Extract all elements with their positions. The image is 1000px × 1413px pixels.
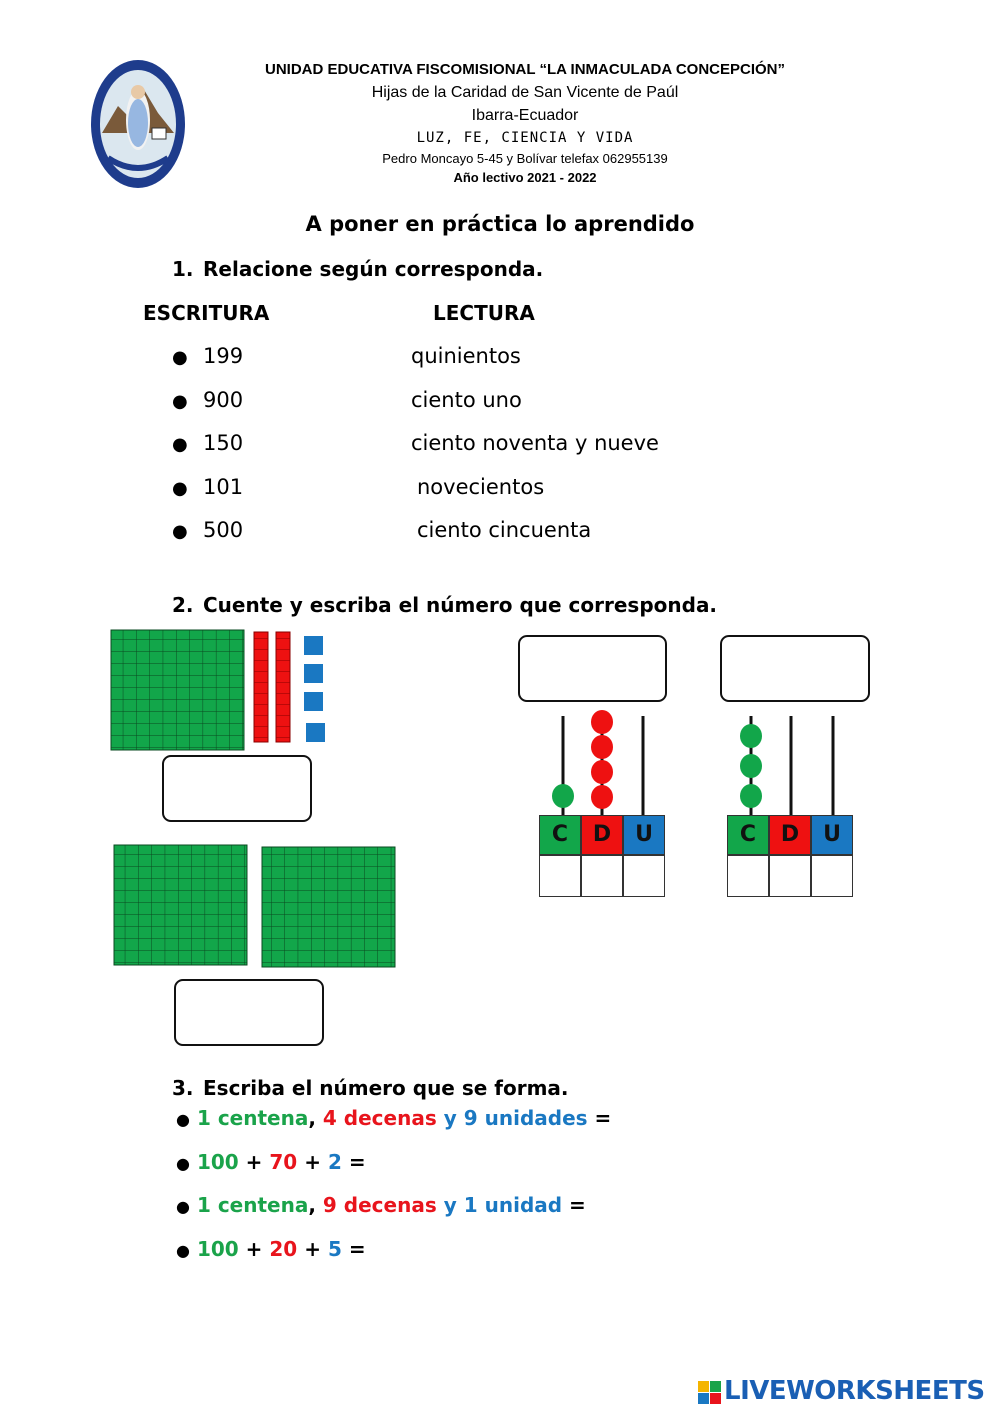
q3-unidades: 9 unidades [463,1106,588,1130]
q1-number-value: 199 [203,344,244,368]
bead-centena [740,784,762,808]
q1-word-value: quinientos [411,344,521,368]
unit-cube [304,664,323,683]
q3-comma: , [308,1106,316,1130]
q1-word-value: novecientos [417,475,545,499]
school-congregation: Hijas de la Caridad de San Vicente de Paúl [371,84,679,101]
q1-col-lectura: LECTURA [433,301,535,325]
q1-word-value: ciento uno [411,388,522,412]
q1-number-value: 101 [203,475,244,499]
bullet-icon: ● [172,521,188,542]
hundred-block [114,845,247,965]
bead-centena [740,754,762,778]
bead-centena [552,784,574,808]
q3-equals: = [348,1150,366,1174]
q3-plus: + [304,1150,321,1174]
school-address: Pedro Moncayo 5-45 y Bolívar telefax 062955139 [382,151,668,166]
q1-number-value: 150 [203,431,244,455]
bullet-icon: ● [172,478,188,499]
q3-equals: = [348,1237,366,1261]
liveworksheets-brand[interactable]: LIVEWORKSHEETS [724,1376,985,1406]
q3-decenas: 70 [269,1150,298,1174]
abacus-b-label-c: C [727,815,769,855]
abacus-a-label-d: D [581,815,623,855]
q1-number: 1. [172,257,194,281]
bead-decena [591,710,613,734]
q3-centenas: 100 [196,1237,239,1261]
school-name: UNIDAD EDUCATIVA FISCOMISIONAL “LA INMACULADA CONCEPCIÓN” [265,61,785,78]
abacus-b-label-u: U [811,815,853,855]
abacus-a-input-d[interactable] [581,855,623,897]
q3-plus: + [304,1237,321,1261]
q3-number: 3. [172,1076,194,1100]
school-seal [88,58,188,190]
bead-decena [591,785,613,809]
q3-plus: + [245,1237,263,1261]
abacus-a-input-u[interactable] [623,855,665,897]
page-title: A poner en práctica lo aprendido [305,212,695,236]
q3-item-1 [176,1106,611,1130]
bullet-icon: ● [176,1197,190,1216]
abacus-b-input-u[interactable] [811,855,853,897]
q3-centenas: 1 centena [196,1193,309,1217]
answer-box-abacus-b[interactable] [720,635,870,702]
q3-and: y [443,1106,457,1130]
q3-decenas: 9 decenas [322,1193,437,1217]
q3-equals: = [569,1193,586,1217]
q1-instruction: Relacione según corresponda. [203,257,544,281]
abacus-a-input-c[interactable] [539,855,581,897]
bullet-icon: ● [176,1241,190,1260]
bead-centena [740,724,762,748]
abacus-b-input-c[interactable] [727,855,769,897]
school-city: Ibarra-Ecuador [471,107,579,124]
q3-comma: , [308,1193,316,1217]
bullet-icon: ● [172,347,188,368]
base-ten-blocks-a [110,628,332,752]
q3-instruction: Escriba el número que se forma. [203,1076,569,1100]
bullet-icon: ● [172,391,188,412]
answer-box-abacus-a[interactable] [518,635,667,702]
q3-unidades: 5 [327,1237,342,1261]
q3-centenas: 1 centena [196,1106,309,1130]
abacus-a-label-u: U [623,815,665,855]
ten-rod [254,632,268,742]
abacus-a-label-c: C [539,815,581,855]
bullet-icon: ● [176,1110,190,1129]
q3-item-2 [176,1150,366,1174]
bead-decena [591,735,613,759]
bullet-icon: ● [172,434,188,455]
bead-decena [591,760,613,784]
abacus-b-label-d: D [769,815,811,855]
q2-number: 2. [172,593,194,617]
q3-item-3 [176,1193,586,1217]
q1-word-value: ciento noventa y nueve [411,431,659,455]
q1-word-value: ciento cincuenta [417,518,592,542]
unit-cube [306,723,325,742]
answer-box-blocks-b[interactable] [174,979,324,1046]
q1-number-value: 900 [203,388,244,412]
q3-centenas: 100 [196,1150,239,1174]
q3-decenas: 20 [269,1237,298,1261]
q3-unidades: 2 [327,1150,342,1174]
q1-col-escritura: ESCRITURA [143,301,270,325]
hundred-block [111,630,244,750]
q2-instruction: Cuente y escriba el número que corresponda. [203,593,718,617]
school-year: Año lectivo 2021 - 2022 [453,170,597,185]
abacus-a [538,708,670,818]
q3-item-4 [176,1237,366,1261]
q3-unidades: 1 unidad [463,1193,563,1217]
q3-plus: + [245,1150,263,1174]
ten-rod [276,632,290,742]
abacus-b-input-d[interactable] [769,855,811,897]
unit-cube [304,692,323,711]
base-ten-blocks-b [112,843,398,971]
q3-and: y [443,1193,457,1217]
abacus-b [727,708,859,818]
liveworksheets-logo-icon [698,1381,722,1405]
answer-box-blocks-a[interactable] [162,755,312,822]
school-motto: LUZ, FE, CIENCIA Y VIDA [416,130,634,146]
q3-decenas: 4 decenas [322,1106,437,1130]
bullet-icon: ● [176,1154,190,1173]
unit-cube [304,636,323,655]
q3-equals: = [594,1106,612,1130]
hundred-block [262,847,395,967]
q1-number-value: 500 [203,518,244,542]
